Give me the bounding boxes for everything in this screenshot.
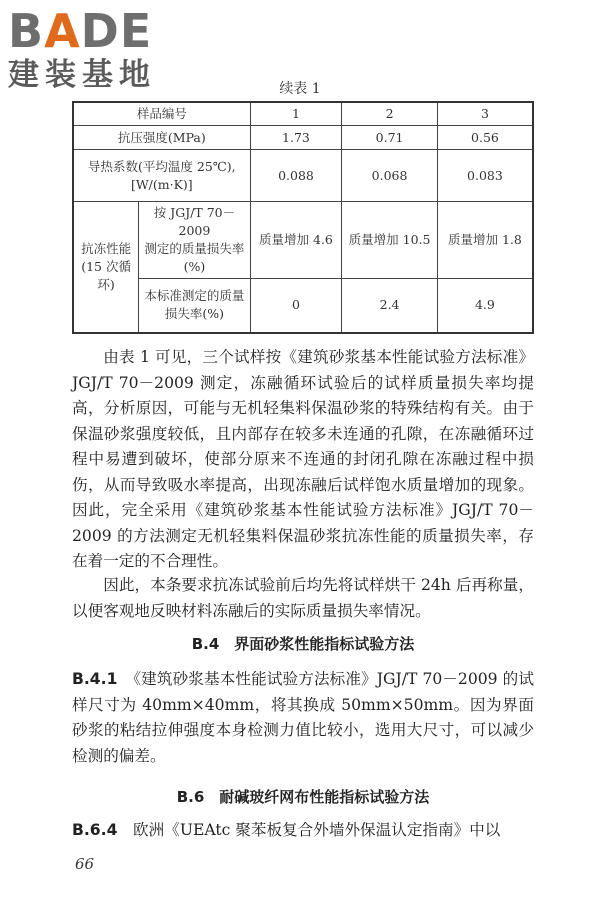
- freeze-group-label-line2: (15 次循环): [81, 258, 131, 292]
- logo-accent-letter: A: [44, 4, 81, 58]
- strength-1: 1.73: [250, 126, 342, 150]
- header-label: 样品编号: [73, 102, 250, 126]
- conductivity-label-line2: [W/(m·K)]: [130, 176, 193, 192]
- freeze-row2-1: 0: [250, 279, 342, 333]
- table-row: [73, 279, 533, 333]
- freeze-group-label: [73, 202, 139, 333]
- freeze-row1-3: 质量增加 1.8: [437, 202, 533, 279]
- clause-b64: [72, 818, 534, 844]
- conductivity-2: 0.068: [342, 150, 438, 202]
- table-row: [73, 150, 533, 202]
- conductivity-label-line1: 导热系数(平均温度 25℃),: [88, 158, 236, 174]
- freeze-row2-line1: 本标准测定的质量: [144, 288, 245, 304]
- freeze-row2-3: 4.9: [437, 279, 533, 333]
- freeze-row1-line1: 按 JGJ/T 70－2009: [153, 205, 236, 238]
- logo-brand: BADE: [8, 4, 153, 58]
- freeze-row2-line2: 损失率(%): [164, 306, 224, 322]
- freeze-row2-label: [139, 279, 250, 333]
- clause-b41: [72, 667, 534, 769]
- table-row: [73, 126, 533, 150]
- clause-number: B.6.4: [72, 821, 118, 839]
- clause-text: 《建筑砂浆基本性能试验方法标准》JGJ/T 70－2009 的试样尺寸为 40mm×40mm，将其换成 50mm×50mm。因为界面砂浆的粘结拉伸强度本身检测力值比较小，选用大尺寸，可以减少检测的偏差。: [72, 670, 534, 765]
- strength-label: 抗压强度(MPa): [73, 126, 250, 150]
- freeze-row2-2: 2.4: [342, 279, 438, 333]
- freeze-row1-label: [139, 202, 250, 279]
- section-heading-b4: B.4 界面砂浆性能指标试验方法: [191, 635, 415, 653]
- conductivity-3: 0.083: [437, 150, 533, 202]
- data-table: [72, 101, 534, 334]
- section-heading-b6: B.6 耐碱玻纤网布性能指标试验方法: [176, 788, 430, 806]
- freeze-row1-1: 质量增加 4.6: [250, 202, 342, 279]
- header-col-3: 3: [437, 102, 533, 126]
- page-number: 66: [75, 855, 95, 873]
- header-col-1: 1: [250, 102, 342, 126]
- table-caption: 续表 1: [279, 81, 321, 97]
- header-col-2: 2: [342, 102, 438, 126]
- conductivity-1: 0.088: [250, 150, 342, 202]
- clause-text: 欧洲《UEAtc 聚苯板复合外墙外保温认定指南》中以: [133, 821, 501, 839]
- logo-subtitle: 建装基地: [8, 57, 156, 93]
- table-row: [73, 202, 533, 279]
- table-row: [73, 102, 533, 126]
- freeze-row1-line3: (%): [183, 259, 206, 274]
- freeze-row1-2: 质量增加 10.5: [342, 202, 438, 279]
- clause-number: B.4.1: [72, 670, 118, 688]
- strength-2: 0.71: [342, 126, 438, 150]
- freeze-group-label-line1: 抗冻性能: [81, 240, 132, 256]
- paragraph-1: 由表 1 可见，三个试样按《建筑砂浆基本性能试验方法标准》JGJ/T 70－2009 测定，冻融循环试验后的试样质量损失率均提高，分析原因，可能与无机轻集料保温砂浆的特殊结构有关。由于保温砂浆强度较低，且内部存在较多未连通的孔隙，在冻融循环过程中易遭到破坏，使部分原来不连通的封闭孔隙在冻融过程中损伤，从而导致吸水率提高，出现冻融后试样饱水质量增加的现象。因此，完全采用《建筑砂浆基本性能试验方法标准》JGJ/T 70－2009 的方法测定无机轻集料保温砂浆抗冻性能的质量损失率，存在着一定的不合理性。: [72, 348, 534, 570]
- freeze-row1-line2: 测定的质量损失率: [144, 241, 245, 256]
- strength-3: 0.56: [437, 126, 533, 150]
- conductivity-label: [73, 150, 250, 202]
- paragraph-2: 因此，本条要求抗冻试验前后均先将试样烘干 24h 后再称量，以便客观地反映材料冻融后的实际质量损失率情况。: [72, 576, 534, 620]
